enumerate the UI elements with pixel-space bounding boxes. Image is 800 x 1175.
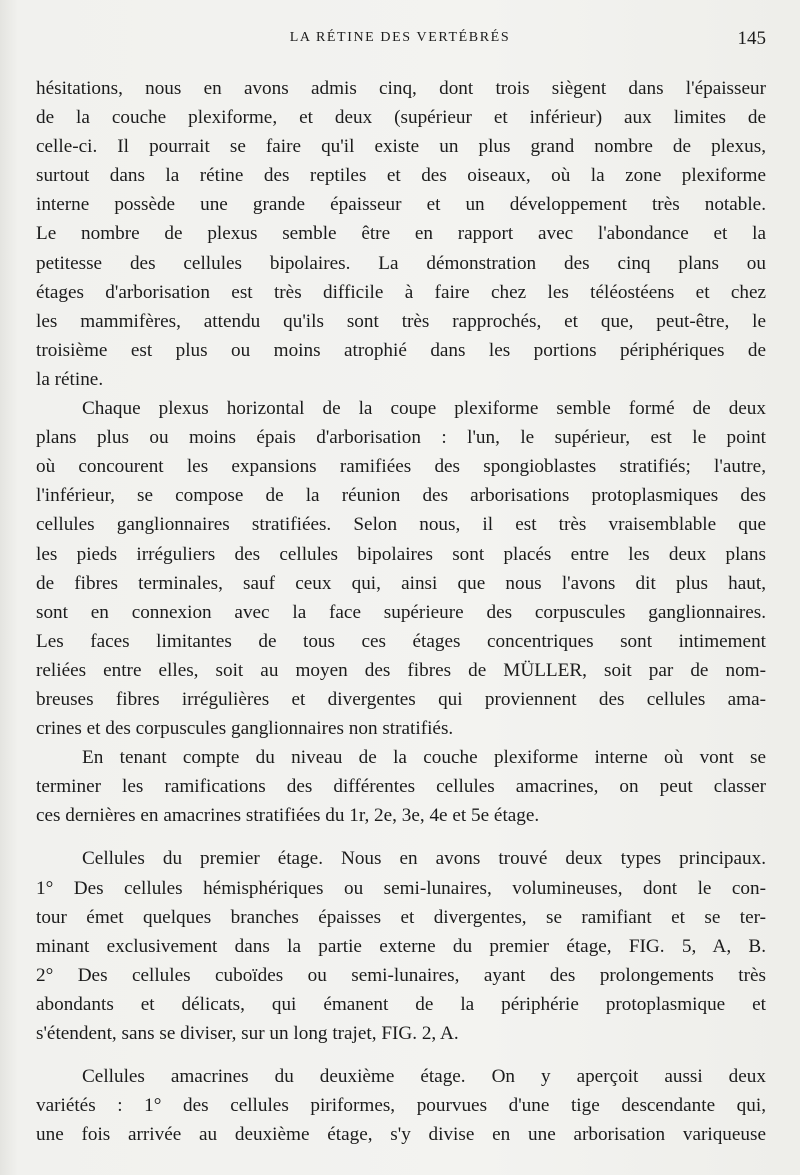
text-line: Cellules amacrines du deuxième étage. On y aperçoit aussi deux bbox=[82, 1066, 766, 1088]
text-line: étages d'arborisation est très difficile à faire chez les téléostéens et chez bbox=[36, 281, 766, 303]
paragraph-4 bbox=[36, 844, 766, 1048]
text-line: minant exclusivement dans la partie externe du premier étage, FIG. 5, A, B. bbox=[36, 935, 766, 957]
page-number: 145 bbox=[737, 28, 766, 49]
text-line: Le nombre de plexus semble être en rapport avec l'abondance et la bbox=[36, 223, 766, 245]
text-line: interne possède une grande épaisseur et un développement très notable. bbox=[36, 194, 766, 216]
text-line: la rétine. bbox=[36, 368, 104, 390]
text-line: s'étendent, sans se diviser, sur un long trajet, FIG. 2, A. bbox=[36, 1023, 459, 1044]
text-line: ces dernières en amacrines stratifiées du 1r, 2e, 3e, 4e et 5e étage. bbox=[36, 805, 540, 827]
text-line: cellules ganglionnaires stratifiées. Selon nous, il est très vraisemblable que bbox=[36, 514, 766, 536]
text-line: troisième est plus ou moins atrophié dans les portions périphériques de bbox=[36, 339, 766, 361]
running-head bbox=[0, 26, 800, 52]
text-line: celle-ci. Il pourrait se faire qu'il existe un plus grand nombre de plexus, bbox=[36, 136, 766, 158]
paragraph-5 bbox=[36, 1062, 766, 1149]
text-line: plans plus ou moins épais d'arborisation : l'un, le supérieur, est le point bbox=[36, 427, 766, 449]
text-line: abondants et délicats, qui émanent de la périphérie protoplasmique et bbox=[36, 993, 766, 1015]
text-line: reliées entre elles, soit au moyen des fibres de MÜLLER, soit par de nom- bbox=[36, 659, 766, 681]
paragraph-3 bbox=[36, 743, 766, 830]
text-line: terminer les ramifications des différentes cellules amacrines, on peut classer bbox=[36, 776, 766, 798]
text-line: où concourent les expansions ramifiées des spongioblastes stratifiés; l'autre, bbox=[36, 456, 766, 478]
text-line: hésitations, nous en avons admis cinq, dont trois siègent dans l'épaisseur bbox=[36, 78, 766, 99]
text-line: les pieds irréguliers des cellules bipolaires sont placés entre les deux plans bbox=[36, 543, 766, 565]
text-line: sont en connexion avec la face supérieure des corpuscules ganglionnaires. bbox=[36, 601, 766, 623]
text-line: tour émet quelques branches épaisses et divergentes, se ramifiant et se ter- bbox=[36, 906, 766, 928]
text-line: Chaque plexus horizontal de la coupe plexiforme semble formé de deux bbox=[82, 398, 766, 420]
text-line: une fois arrivée au deuxième étage, s'y divise en une arborisation variqueuse bbox=[36, 1124, 766, 1146]
running-title: LA RÉTINE DES VERTÉBRÉS bbox=[289, 30, 511, 45]
body-text bbox=[36, 74, 766, 1149]
text-line: l'inférieur, se compose de la réunion des arborisations protoplasmiques des bbox=[36, 485, 766, 507]
text-line: En tenant compte du niveau de la couche plexiforme interne où vont se bbox=[82, 747, 766, 769]
paragraph-1 bbox=[36, 74, 766, 394]
text-line: petitesse des cellules bipolaires. La démonstration des cinq plans ou bbox=[36, 252, 766, 274]
text-line: 1° Des cellules hémisphériques ou semi-lunaires, volumineuses, dont le con- bbox=[36, 877, 766, 899]
text-line: Cellules du premier étage. Nous en avons trouvé deux types principaux. bbox=[82, 848, 766, 870]
paragraph-2 bbox=[36, 394, 766, 743]
text-line: 2° Des cellules cuboïdes ou semi-lunaires, ayant des prolongements très bbox=[36, 964, 766, 986]
text-line: breuses fibres irrégulières et divergentes qui proviennent des cellules ama- bbox=[36, 688, 766, 710]
text-line: Les faces limitantes de tous ces étages concentriques sont intimement bbox=[36, 630, 766, 652]
text-line: de fibres terminales, sauf ceux qui, ainsi que nous l'avons dit plus haut, bbox=[36, 572, 766, 594]
text-line: surtout dans la rétine des reptiles et des oiseaux, où la zone plexiforme bbox=[36, 165, 766, 187]
text-line: les mammifères, attendu qu'ils sont très rapprochés, et que, peut-être, le bbox=[36, 310, 766, 332]
text-line: crines et des corpuscules ganglionnaires non stratifiés. bbox=[36, 718, 454, 740]
text-line: variétés : 1° des cellules piriformes, pourvues d'une tige descendante qui, bbox=[36, 1095, 766, 1117]
text-line: de la couche plexiforme, et deux (supérieur et inférieur) aux limites de bbox=[36, 107, 766, 129]
